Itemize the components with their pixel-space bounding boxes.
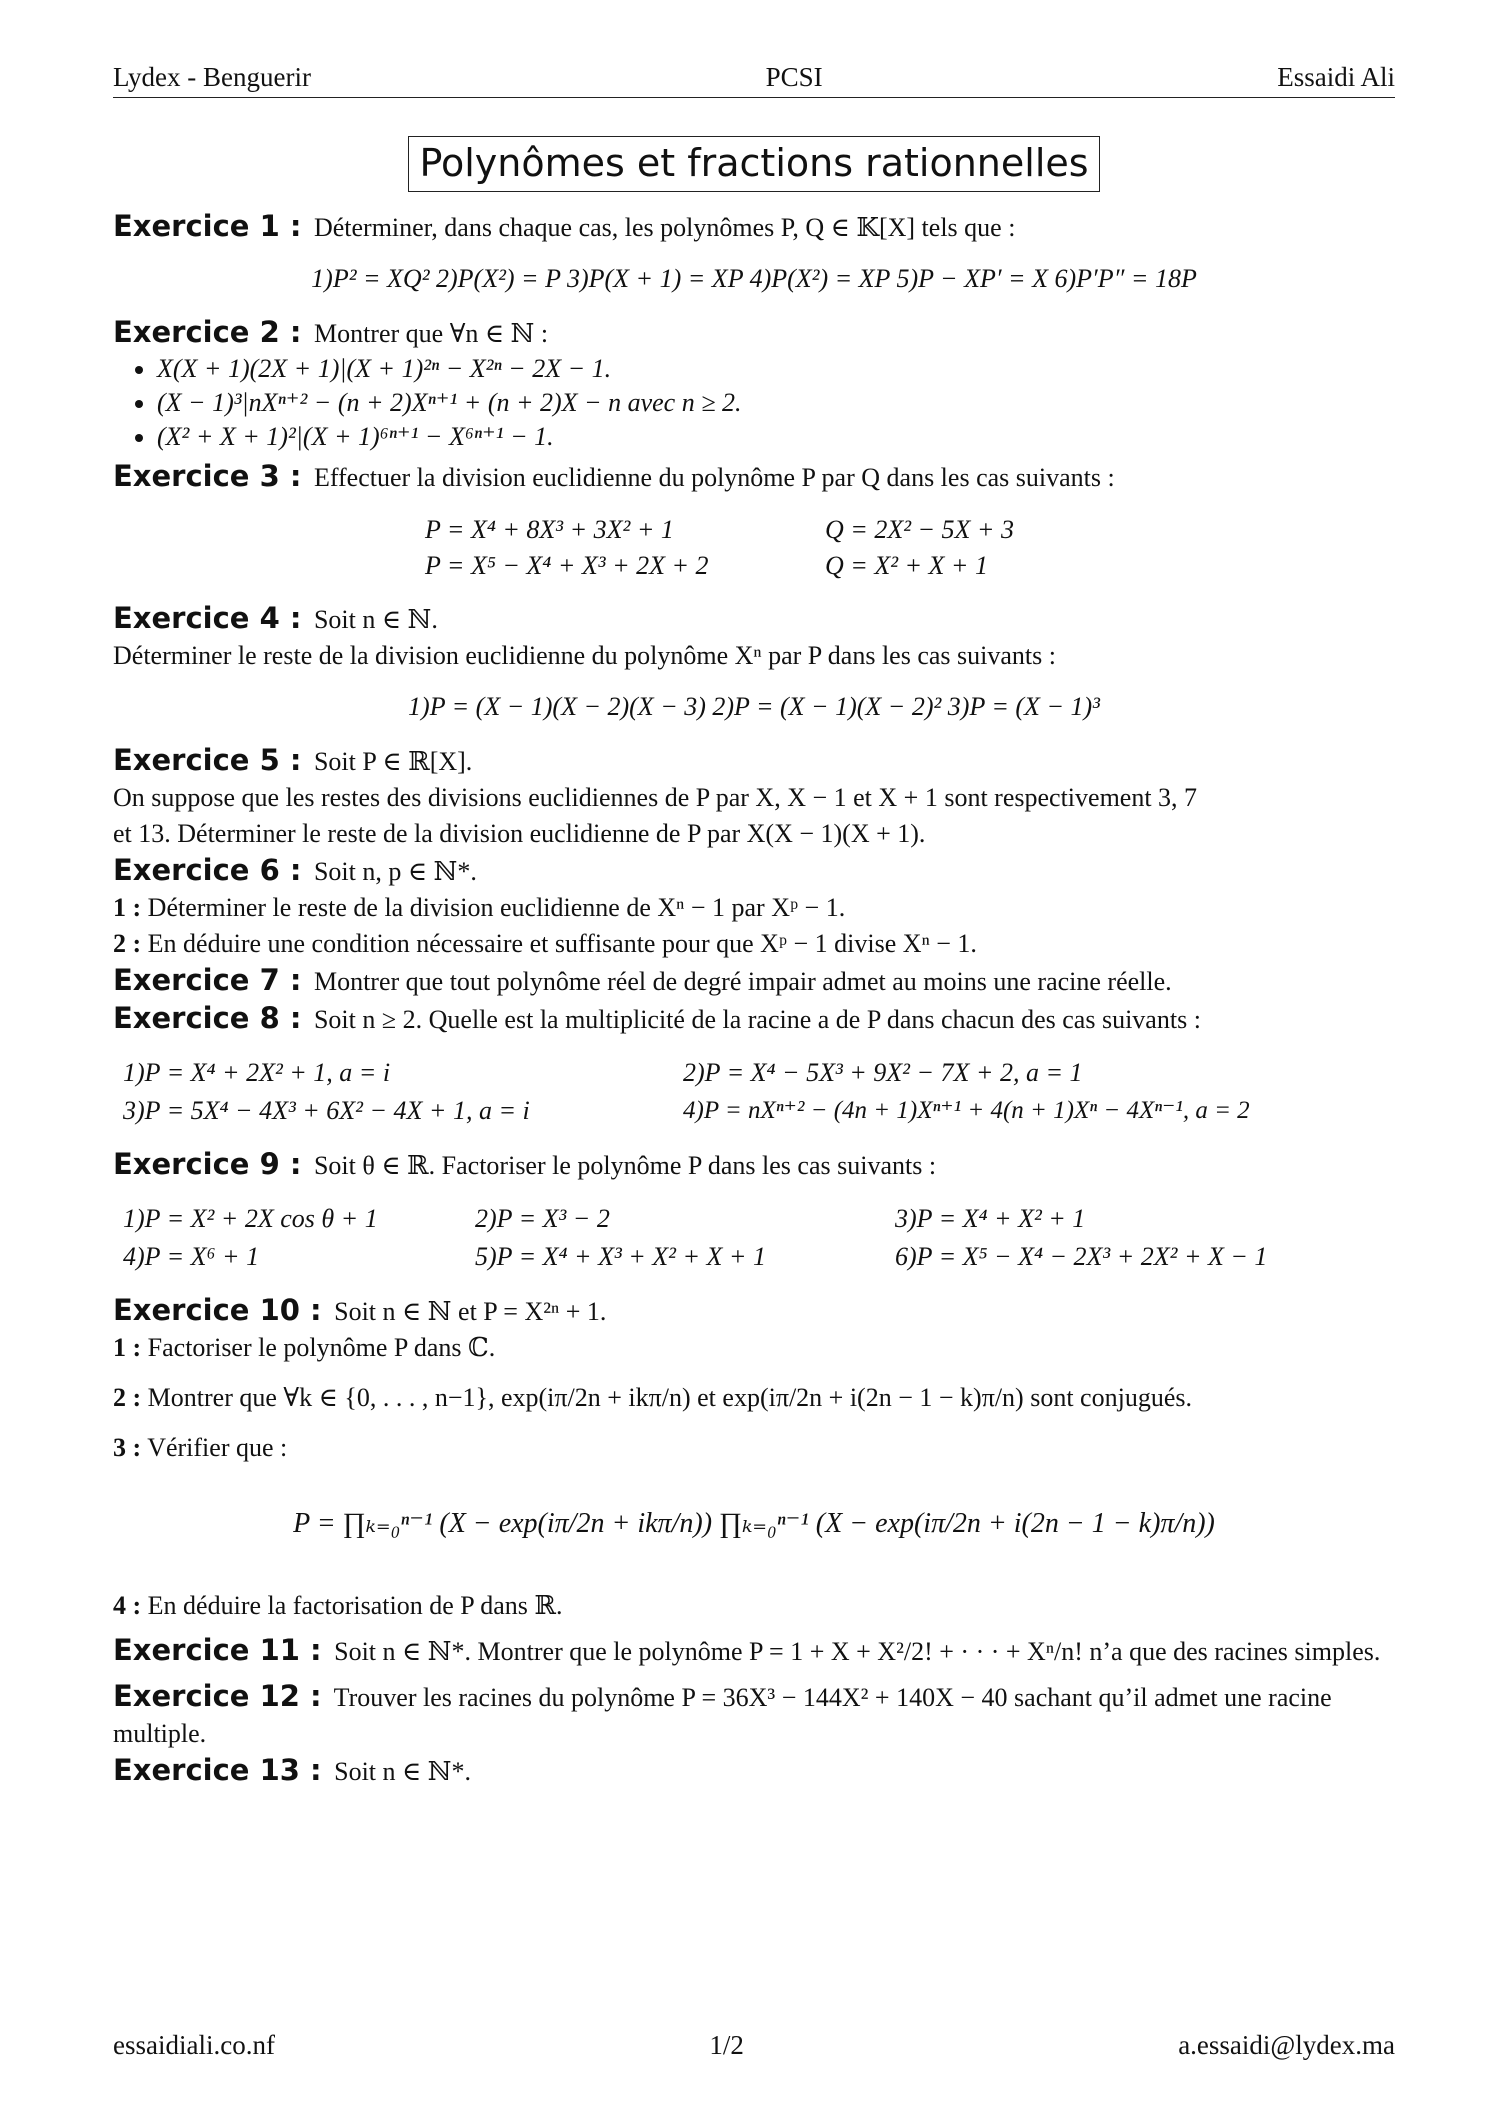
exercise-label: Exercice 6 :	[113, 853, 302, 887]
header-author: Essaidi Ali	[1277, 62, 1395, 92]
header-class: PCSI	[765, 62, 823, 92]
exercise-text: Soit n ∈ ℕ.	[313, 605, 438, 634]
list-item: • X(X + 1)(2X + 1)|(X + 1)²ⁿ − X²ⁿ − 2X − 1.	[157, 352, 1395, 386]
exercise-5-line: et 13. Déterminer le reste de la division euclidienne de P par X(X − 1)(X + 1).	[113, 819, 926, 848]
polynomial-q1: Q = 2X² − 5X + 3	[825, 515, 1014, 544]
exercise-2	[113, 314, 1395, 352]
exercise-9	[113, 1146, 1395, 1184]
exercise-label: Exercice 5 :	[113, 743, 302, 777]
exercise-4-items: 1)P = (X − 1)(X − 2)(X − 3) 2)P = (X − 1)(X − 2)² 3)P = (X − 1)³	[408, 692, 1100, 721]
exercise-6-q1	[113, 890, 1395, 926]
title-wrap	[113, 136, 1395, 192]
case-3: 3)P = X⁴ + X² + 1	[895, 1204, 1086, 1233]
exercise-11	[113, 1632, 1395, 1670]
exercise-text: Soit θ ∈ ℝ. Factoriser le polynôme P dans les cas suivants :	[313, 1151, 937, 1180]
polynomial-p1: P = X⁴ + 8X³ + 3X² + 1	[425, 515, 674, 544]
exercise-label: Exercice 11 :	[113, 1633, 322, 1667]
exercise-10-q3	[113, 1430, 1395, 1466]
question-text: En déduire une condition nécessaire et suffisante pour que Xᵖ − 1 divise Xⁿ − 1.	[147, 929, 977, 958]
exercise-8	[113, 1000, 1395, 1038]
exercise-3	[113, 458, 1395, 496]
question-number: 2 :	[113, 1383, 142, 1412]
exercise-text: Soit n, p ∈ ℕ*.	[313, 857, 477, 886]
polynomial-q2: Q = X² + X + 1	[825, 551, 988, 580]
exercise-4	[113, 600, 1395, 638]
exercise-7	[113, 962, 1395, 1000]
exercise-label: Exercice 12 :	[113, 1679, 322, 1713]
exercise-label: Exercice 2 :	[113, 315, 302, 349]
question-text: Déterminer le reste de la division euclidienne de Xⁿ − 1 par Xᵖ − 1.	[147, 893, 846, 922]
case-3: 3)P = 5X⁴ − 4X³ + 6X² − 4X + 1, a = i	[123, 1096, 530, 1125]
case-2: 2)P = X⁴ − 5X³ + 9X² − 7X + 2, a = 1	[683, 1058, 1083, 1087]
exercise-3-cases	[425, 512, 1125, 584]
header-school: Lydex - Benguerir	[113, 62, 311, 92]
case-6: 6)P = X⁵ − X⁴ − 2X³ + 2X² + X − 1	[895, 1242, 1268, 1271]
footer-website: essaidiali.co.nf	[113, 2030, 275, 2060]
question-number: 1 :	[113, 1333, 142, 1362]
exercise-4-line: Déterminer le reste de la division euclidienne du polynôme Xⁿ par P dans les cas suivants :	[113, 641, 1056, 670]
exercise-label: Exercice 7 :	[113, 963, 302, 997]
exercise-text: Soit n ∈ ℕ*. Montrer que le polynôme P = 1 + X + X²/2! + · · · + Xⁿ/n! n’a que des racines simples.	[334, 1637, 1381, 1666]
question-text: En déduire la factorisation de P dans ℝ.	[147, 1591, 563, 1620]
exercise-text: Soit n ∈ ℕ et P = X²ⁿ + 1.	[334, 1297, 607, 1326]
list-item: • (X² + X + 1)²|(X + 1)⁶ⁿ⁺¹ − X⁶ⁿ⁺¹ − 1.	[157, 420, 1395, 454]
page-number: 1/2	[709, 2030, 744, 2060]
exercise-10-q1	[113, 1330, 1395, 1366]
exercise-text: Montrer que tout polynôme réel de degré impair admet au moins une racine réelle.	[313, 967, 1172, 996]
exercise-label: Exercice 9 :	[113, 1147, 302, 1181]
case-4: 4)P = nXⁿ⁺² − (4n + 1)Xⁿ⁺¹ + 4(n + 1)Xⁿ − 4Xⁿ⁻¹, a = 2	[683, 1097, 1250, 1124]
exercise-label: Exercice 8 :	[113, 1001, 302, 1035]
exercise-5-line: On suppose que les restes des divisions euclidiennes de P par X, X − 1 et X + 1 sont respectivement 3, 7	[113, 783, 1198, 812]
exercise-label: Exercice 13 :	[113, 1753, 322, 1787]
exercise-2-list	[113, 352, 1395, 454]
case-1: 1)P = X² + 2X cos θ + 1	[123, 1204, 378, 1233]
question-text: Montrer que ∀k ∈ {0, . . . , n−1}, exp(iπ/2n + ikπ/n) et exp(iπ/2n + i(2n − 1 − k)π/n) sont conjugués.	[147, 1383, 1192, 1412]
page	[113, 62, 1395, 1790]
exercise-13	[113, 1752, 1395, 1790]
exercise-8-cases	[123, 1054, 1395, 1130]
page-header	[113, 62, 1395, 98]
exercise-9-cases	[123, 1200, 1395, 1276]
exercise-10-q2	[113, 1380, 1395, 1416]
exercise-5	[113, 742, 1395, 780]
exercise-10	[113, 1292, 1395, 1330]
question-number: 1 :	[113, 893, 142, 922]
question-number: 2 :	[113, 929, 142, 958]
question-number: 3 :	[113, 1433, 142, 1462]
question-number: 4 :	[113, 1591, 142, 1620]
case-5: 5)P = X⁴ + X³ + X² + X + 1	[475, 1242, 766, 1271]
list-item: • (X − 1)³|nXⁿ⁺² − (n + 2)Xⁿ⁺¹ + (n + 2)X − n avec n ≥ 2.	[157, 386, 1395, 420]
case-2: 2)P = X³ − 2	[475, 1204, 610, 1233]
exercise-label: Exercice 10 :	[113, 1293, 322, 1327]
exercise-label: Exercice 3 :	[113, 459, 302, 493]
exercise-label: Exercice 4 :	[113, 601, 302, 635]
exercise-text: Soit n ∈ ℕ*.	[334, 1757, 472, 1786]
exercise-text: Déterminer, dans chaque cas, les polynômes P, Q ∈ 𝕂[X] tels que :	[313, 213, 1016, 242]
page-footer	[113, 2030, 1395, 2061]
exercise-1-items: 1)P² = XQ² 2)P(X²) = P 3)P(X + 1) = XP 4)P(X²) = XP 5)P − XP′ = X 6)P′P″ = 18P	[311, 264, 1197, 293]
footer-email: a.essaidi@lydex.ma	[1178, 2030, 1395, 2060]
product-formula: P = ∏ₖ₌₀ⁿ⁻¹ (X − exp(iπ/2n + ikπ/n)) ∏ₖ₌₀ⁿ⁻¹ (X − exp(iπ/2n + i(2n − 1 − k)π/n))	[293, 1508, 1215, 1539]
exercise-6-q2	[113, 926, 1395, 962]
exercise-text: Trouver les racines du polynôme P = 36X³ − 144X² + 140X − 40 sachant qu’il admet une racine multiple.	[113, 1683, 1332, 1748]
exercise-12	[113, 1678, 1395, 1752]
polynomial-p2: P = X⁵ − X⁴ + X³ + 2X + 2	[425, 551, 709, 580]
exercise-10-q4	[113, 1588, 1395, 1624]
exercise-1	[113, 208, 1395, 246]
exercise-text: Montrer que ∀n ∈ ℕ :	[313, 319, 549, 348]
exercise-6	[113, 852, 1395, 890]
page-title: Polynômes et fractions rationnelles	[408, 136, 1099, 192]
exercise-text: Soit P ∈ ℝ[X].	[313, 747, 473, 776]
case-4: 4)P = X⁶ + 1	[123, 1242, 260, 1271]
exercise-text: Soit n ≥ 2. Quelle est la multiplicité de la racine a de P dans chacun des cas suivants :	[313, 1005, 1201, 1034]
case-1: 1)P = X⁴ + 2X² + 1, a = i	[123, 1058, 391, 1087]
question-text: Vérifier que :	[147, 1433, 288, 1462]
exercise-text: Effectuer la division euclidienne du polynôme P par Q dans les cas suivants :	[313, 463, 1115, 492]
exercise-label: Exercice 1 :	[113, 209, 302, 243]
question-text: Factoriser le polynôme P dans ℂ.	[147, 1333, 496, 1362]
